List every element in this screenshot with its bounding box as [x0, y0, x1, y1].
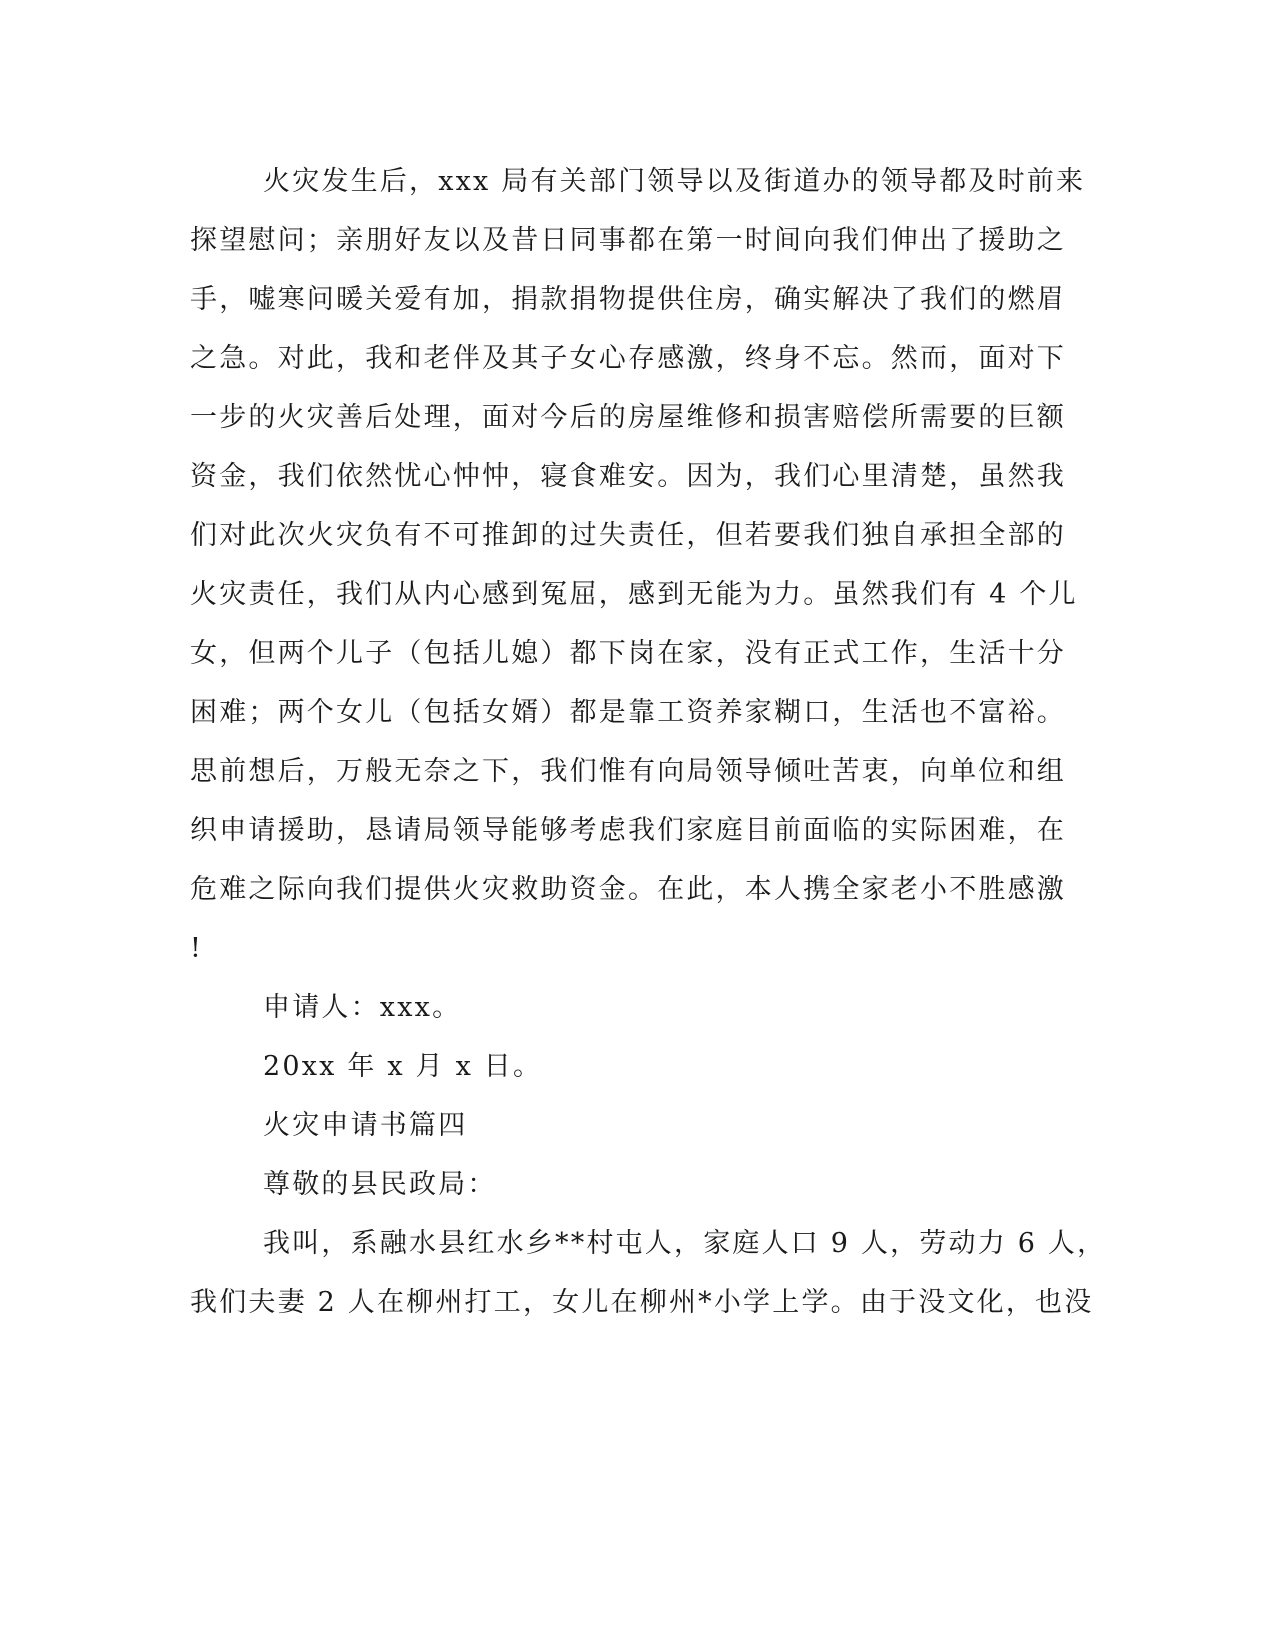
paragraph-line: 资金，我们依然忧心忡忡，寝食难安。因为，我们心里清楚，虽然我 — [190, 461, 1066, 492]
paragraph-line: 火灾责任，我们从内心感到冤屈，感到无能为力。虽然我们有 4 个儿 — [190, 579, 1078, 610]
paragraph-line: 火灾发生后，xxx 局有关部门领导以及街道办的领导都及时前来 — [263, 166, 1086, 197]
paragraph-line: 困难；两个女儿（包括女婿）都是靠工资养家糊口，生活也不富裕。 — [190, 697, 1066, 728]
paragraph-line: 织申请援助，恳请局领导能够考虑我们家庭目前面临的实际困难，在 — [190, 815, 1066, 846]
paragraph-line: 手，嘘寒问暖关爱有加，捐款捐物提供住房，确实解决了我们的燃眉 — [190, 284, 1066, 315]
paragraph-line: 我们夫妻 2 人在柳州打工，女儿在柳州*小学上学。由于没文化，也没 — [190, 1287, 1094, 1318]
paragraph-line: 我叫，系融水县红水乡**村屯人，家庭人口 9 人，劳动力 6 人， — [263, 1228, 1107, 1259]
section-title: 火灾申请书篇四 — [263, 1110, 468, 1141]
salutation: 尊敬的县民政局： — [263, 1169, 497, 1200]
paragraph-line: 危难之际向我们提供火灾救助资金。在此，本人携全家老小不胜感激 — [190, 874, 1066, 905]
paragraph-line: 一步的火灾善后处理，面对今后的房屋维修和损害赔偿所需要的巨额 — [190, 402, 1066, 433]
paragraph-line: 思前想后，万般无奈之下，我们惟有向局领导倾吐苦衷，向单位和组 — [190, 756, 1066, 787]
paragraph-line: ! — [190, 933, 204, 964]
date-line: 20xx 年 x 月 x 日。 — [263, 1051, 543, 1082]
paragraph-line: 们对此次火灾负有不可推卸的过失责任，但若要我们独自承担全部的 — [190, 520, 1066, 551]
paragraph-line: 之急。对此，我和老伴及其子女心存感激，终身不忘。然而，面对下 — [190, 343, 1066, 374]
paragraph-line: 女，但两个儿子（包括儿媳）都下岗在家，没有正式工作，生活十分 — [190, 638, 1066, 669]
applicant-line: 申请人：xxx。 — [263, 992, 462, 1023]
paragraph-line: 探望慰问；亲朋好友以及昔日同事都在第一时间向我们伸出了援助之 — [190, 225, 1066, 256]
